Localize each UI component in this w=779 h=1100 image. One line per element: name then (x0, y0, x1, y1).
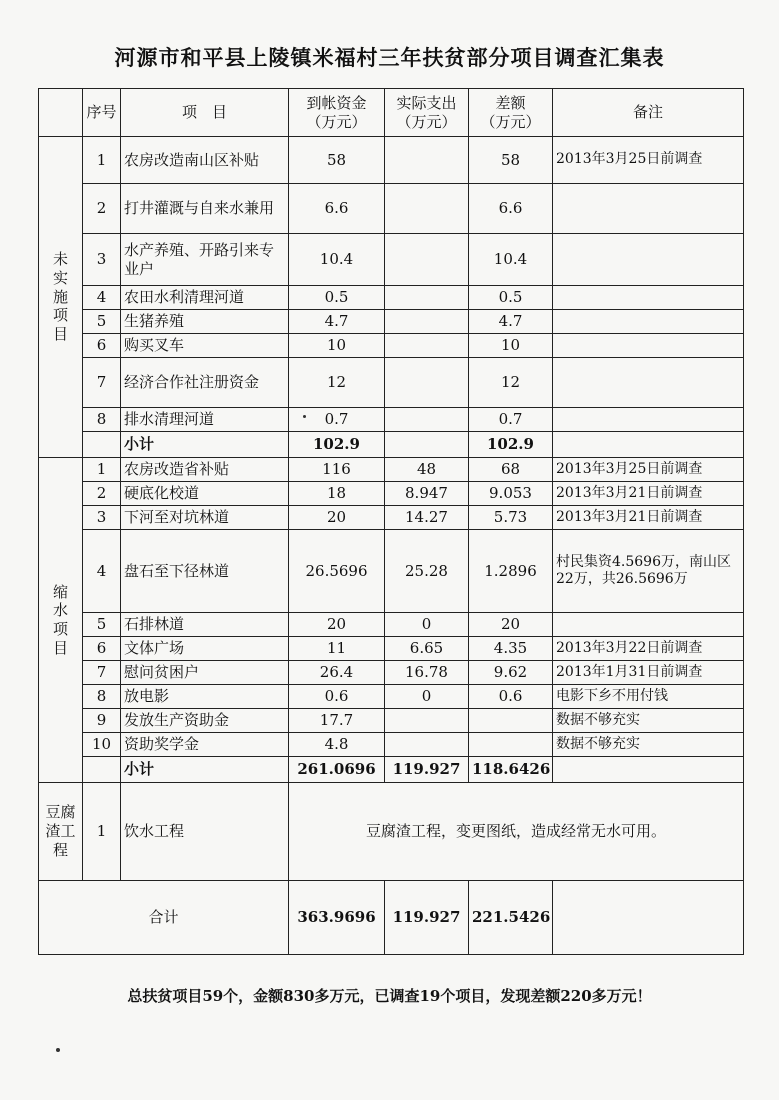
row-spent (385, 709, 469, 733)
row-diff: 0.6 (469, 685, 553, 709)
row-seq: 2 (83, 482, 121, 506)
row-item: 慰问贫困户 (121, 661, 289, 685)
table-row (39, 613, 744, 637)
row-note: 2013年3月22日前调查 (553, 637, 744, 661)
row-spent: 16.78 (385, 661, 469, 685)
tofu-item: 饮水工程 (121, 783, 289, 881)
row-diff: 9.62 (469, 661, 553, 685)
row-spent (385, 286, 469, 310)
tofu-label (39, 783, 83, 881)
row-spent (385, 733, 469, 757)
total-row (39, 881, 744, 955)
row-seq: 4 (83, 286, 121, 310)
table-row (39, 334, 744, 358)
row-diff (469, 709, 553, 733)
group-label-char: 目 (52, 325, 68, 344)
row-note: 数据不够充实 (553, 733, 744, 757)
row-note (553, 358, 744, 408)
group-label (39, 137, 83, 458)
header-diff-line2: （万元） (480, 112, 541, 131)
row-received: 26.5696 (289, 530, 385, 613)
scan-speck (303, 415, 306, 418)
row-item: 经济合作社注册资金 (121, 358, 289, 408)
table-row (39, 458, 744, 482)
tofu-label-line: 豆腐 (45, 803, 76, 822)
row-note: 2013年3月21日前调查 (553, 506, 744, 530)
subtotal-row (39, 432, 744, 458)
row-received: 20 (289, 613, 385, 637)
row-diff: 20 (469, 613, 553, 637)
subtotal-spent (385, 432, 469, 458)
row-item: 农房改造省补贴 (121, 458, 289, 482)
header-note: 备注 (553, 89, 744, 137)
row-seq: 10 (83, 733, 121, 757)
row-received: 4.7 (289, 310, 385, 334)
group-label-char: 施 (52, 287, 68, 306)
group-label-char: 项 (52, 620, 68, 638)
row-spent (385, 137, 469, 184)
group-label-char: 水 (52, 601, 68, 620)
table-row (39, 137, 744, 184)
row-item: 农房改造南山区补贴 (121, 137, 289, 184)
header-row (39, 89, 744, 137)
row-item: 文体广场 (121, 637, 289, 661)
table-row (39, 530, 744, 613)
row-spent: 0 (385, 613, 469, 637)
row-received: 0.6 (289, 685, 385, 709)
header-received (289, 89, 385, 137)
row-received: 20 (289, 506, 385, 530)
row-item: 下河至对坑林道 (121, 506, 289, 530)
row-note: 数据不够充实 (553, 709, 744, 733)
row-note: 2013年1月31日前调查 (553, 661, 744, 685)
row-spent: 8.947 (385, 482, 469, 506)
row-item: 硬底化校道 (121, 482, 289, 506)
row-item: 盘石至下径林道 (121, 530, 289, 613)
table-row (39, 733, 744, 757)
row-received: 116 (289, 458, 385, 482)
table-row (39, 358, 744, 408)
table-row (39, 310, 744, 334)
group-label-char: 实 (52, 268, 68, 287)
row-note (553, 334, 744, 358)
row-received: 4.8 (289, 733, 385, 757)
row-received: 12 (289, 358, 385, 408)
tofu-label-line: 渣工 (45, 822, 76, 841)
row-item: 生猪养殖 (121, 310, 289, 334)
group-label-char: 目 (52, 638, 68, 657)
row-note (553, 234, 744, 286)
row-received: 0.7 (289, 408, 385, 432)
row-spent: 25.28 (385, 530, 469, 613)
subtotal-label: 小计 (121, 432, 289, 458)
table-row (39, 184, 744, 234)
row-seq: 1 (83, 137, 121, 184)
row-diff: 68 (469, 458, 553, 482)
survey-table (38, 88, 744, 955)
row-item: 资助奖学金 (121, 733, 289, 757)
row-diff: 6.6 (469, 184, 553, 234)
row-spent: 6.65 (385, 637, 469, 661)
row-spent (385, 334, 469, 358)
row-item: 发放生产资助金 (121, 709, 289, 733)
row-seq: 8 (83, 685, 121, 709)
row-received: 6.6 (289, 184, 385, 234)
row-diff (469, 733, 553, 757)
row-spent (385, 310, 469, 334)
row-spent (385, 184, 469, 234)
row-spent: 0 (385, 685, 469, 709)
table-row (39, 685, 744, 709)
row-spent (385, 408, 469, 432)
table-row (39, 637, 744, 661)
subtotal-label: 小计 (121, 757, 289, 783)
row-seq: 8 (83, 408, 121, 432)
row-note: 2013年3月25日前调查 (553, 458, 744, 482)
row-seq: 3 (83, 506, 121, 530)
row-note (553, 408, 744, 432)
total-received: 363.9696 (289, 881, 385, 955)
subtotal-spent: 119.927 (385, 757, 469, 783)
subtotal-row (39, 757, 744, 783)
row-note: 电影下乡不用付钱 (553, 685, 744, 709)
row-diff: 4.7 (469, 310, 553, 334)
subtotal-received: 261.0696 (289, 757, 385, 783)
row-item: 打井灌溉与自来水兼用 (121, 184, 289, 234)
group-label (39, 458, 83, 783)
row-diff: 9.053 (469, 482, 553, 506)
row-seq: 6 (83, 637, 121, 661)
row-received: 10 (289, 334, 385, 358)
header-item: 项 目 (121, 89, 289, 137)
row-note (553, 310, 744, 334)
group-label-char: 项 (52, 306, 68, 325)
subtotal-note (553, 757, 744, 783)
row-seq: 1 (83, 458, 121, 482)
subtotal-received: 102.9 (289, 432, 385, 458)
tofu-seq: 1 (83, 783, 121, 881)
tofu-project-row (39, 783, 744, 881)
row-note: 2013年3月21日前调查 (553, 482, 744, 506)
row-spent: 14.27 (385, 506, 469, 530)
row-note (553, 286, 744, 310)
row-item: 放电影 (121, 685, 289, 709)
row-received: 18 (289, 482, 385, 506)
row-seq: 6 (83, 334, 121, 358)
row-diff: 5.73 (469, 506, 553, 530)
row-seq: 5 (83, 613, 121, 637)
total-spent: 119.927 (385, 881, 469, 955)
table-row (39, 506, 744, 530)
footer-summary: 总扶贫项目59个，金额830多万元，已调查19个项目，发现差额220多万元！ (127, 987, 652, 1005)
header-diff-line1: 差额 (495, 93, 526, 112)
header-spent-line2: （万元） (396, 112, 457, 131)
table-row (39, 234, 744, 286)
subtotal-note (553, 432, 744, 458)
subtotal-diff: 118.6426 (469, 757, 553, 783)
row-item: 排水清理河道 (121, 408, 289, 432)
row-seq: 9 (83, 709, 121, 733)
row-diff: 0.5 (469, 286, 553, 310)
header-received-line2: （万元） (306, 112, 367, 131)
row-diff: 12 (469, 358, 553, 408)
group-label-char: 未 (52, 250, 68, 269)
row-received: 17.7 (289, 709, 385, 733)
subtotal-seq (83, 757, 121, 783)
row-diff: 1.2896 (469, 530, 553, 613)
row-diff: 10 (469, 334, 553, 358)
row-seq: 7 (83, 661, 121, 685)
row-note (553, 184, 744, 234)
row-received: 26.4 (289, 661, 385, 685)
row-seq: 3 (83, 234, 121, 286)
total-diff: 221.5426 (469, 881, 553, 955)
row-spent (385, 234, 469, 286)
row-received: 10.4 (289, 234, 385, 286)
header-received-line1: 到帐资金 (306, 93, 367, 112)
header-spent-line1: 实际支出 (396, 93, 457, 112)
header-spent (385, 89, 469, 137)
row-diff: 4.35 (469, 637, 553, 661)
header-diff (469, 89, 553, 137)
page-title: 河源市和平县上陵镇米福村三年扶贫部分项目调查汇集表 (114, 45, 665, 70)
row-received: 58 (289, 137, 385, 184)
subtotal-diff: 102.9 (469, 432, 553, 458)
table-row (39, 286, 744, 310)
row-diff: 0.7 (469, 408, 553, 432)
row-item: 水产养殖、开路引来专业户 (121, 234, 289, 286)
row-item: 石排林道 (121, 613, 289, 637)
row-diff: 10.4 (469, 234, 553, 286)
table-row (39, 661, 744, 685)
header-seq: 序号 (83, 89, 121, 137)
row-note (553, 613, 744, 637)
row-received: 0.5 (289, 286, 385, 310)
table-row (39, 482, 744, 506)
row-note: 村民集资4.5696万，南山区22万，共26.5696万 (553, 530, 744, 613)
row-received: 11 (289, 637, 385, 661)
total-label: 合计 (39, 881, 289, 955)
table-row (39, 709, 744, 733)
total-note (553, 881, 744, 955)
row-item: 购买叉车 (121, 334, 289, 358)
subtotal-seq (83, 432, 121, 458)
group-label-char: 缩 (52, 582, 68, 601)
row-seq: 5 (83, 310, 121, 334)
tofu-remark: 豆腐渣工程，变更图纸，造成经常无水可用。 (289, 783, 744, 881)
table-row (39, 408, 744, 432)
row-seq: 4 (83, 530, 121, 613)
row-spent (385, 358, 469, 408)
tofu-label-line: 程 (52, 840, 68, 859)
row-diff: 58 (469, 137, 553, 184)
header-blank (39, 89, 83, 137)
row-seq: 2 (83, 184, 121, 234)
row-seq: 7 (83, 358, 121, 408)
row-item: 农田水利清理河道 (121, 286, 289, 310)
scan-speck (56, 1048, 60, 1052)
row-spent: 48 (385, 458, 469, 482)
row-note: 2013年3月25日前调查 (553, 137, 744, 184)
